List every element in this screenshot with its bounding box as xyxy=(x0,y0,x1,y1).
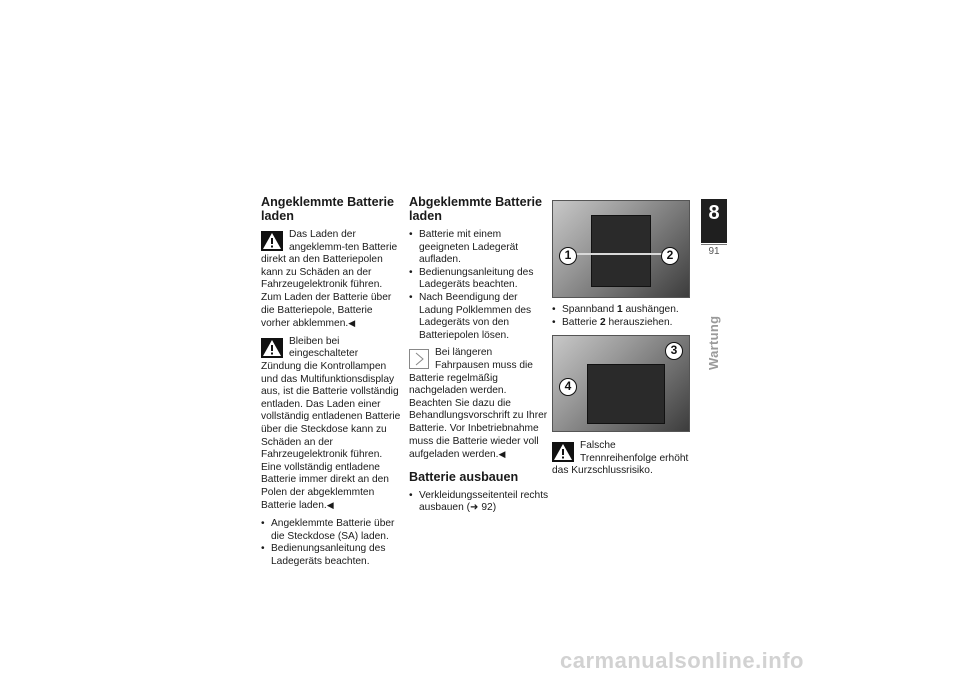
list-item: • Spannband 1 aushängen. xyxy=(552,304,692,317)
end-mark-icon: ◀ xyxy=(348,318,356,329)
battery-shape xyxy=(591,215,651,287)
warning-text-2-cont: Eine vollständig entladene Batterie immer direkt an den Polen der abgeklemmten Batterie laden. xyxy=(261,461,389,512)
strap-shape xyxy=(573,253,671,255)
warning-text-2: Bleiben bei eingeschalteter Zündung die Kontrollampen und das Multifunktionsdisplay aus, ist die Batterie vollständig entladen. Das Laden einer vollständig entladenen Batterie über die Steckdose kann zu Schäden an der Fahrzeugelektronik führen. xyxy=(261,335,401,461)
note-block xyxy=(409,347,549,461)
warning-text-1: Das Laden der angeklemm-ten Batterie direkt an den Batteriepolen kann zu Schäden an der Fahrzeugelektronik führen. xyxy=(261,229,398,291)
callout-1: 1 xyxy=(559,247,577,265)
heading-charge-disconnected: Abgeklemmte Batterie laden xyxy=(409,195,542,223)
list-item xyxy=(409,490,549,515)
battery-photo-1 xyxy=(552,200,690,298)
heading-remove-battery: Batterie ausbauen xyxy=(409,469,519,484)
note-text: Bei längeren Fahrpausen muss die Batterie regelmäßig nachgeladen werden. Beachten Sie dazu die Behandlungsvorschrift zu Ihrer Batterie. Vor Inbetriebnahme muss die Batterie wieder voll aufgeladen werden. xyxy=(409,347,548,461)
list-item: • Bedienungsanleitung des Ladegeräts beachten. xyxy=(261,543,401,568)
warning-text-1-cont: Zum Laden der Batterie über die Batteriepole, Batterie vorher abklemmen. xyxy=(261,291,392,330)
callout-2: 2 xyxy=(661,247,679,265)
callout-3: 3 xyxy=(665,342,683,360)
end-mark-icon: ◀ xyxy=(326,500,334,511)
heading-charge-connected: Angeklemmte Batterie laden xyxy=(261,195,394,223)
chapter-number: 8 xyxy=(708,202,720,224)
bullet-list-col1 xyxy=(261,518,401,568)
warning-triangle-icon xyxy=(261,231,283,251)
list-item: • Batterie mit einem geeigneten Ladegerät aufladen. xyxy=(409,229,549,267)
watermark: carmanualsonline.info xyxy=(560,648,804,673)
warning-block-1 xyxy=(261,229,401,331)
page-number: 91 xyxy=(708,246,720,257)
page-ref-link[interactable]: 92) xyxy=(481,502,497,514)
battery-photo-2 xyxy=(552,335,690,432)
warning-text-3: Falsche Trennreihenfolge erhöht das Kurzschlussrisiko. xyxy=(552,440,689,477)
end-mark-icon: ◀ xyxy=(498,449,506,460)
warning-block-3 xyxy=(552,440,692,478)
warning-triangle-icon xyxy=(552,442,574,462)
column-charge-connected xyxy=(261,195,401,573)
note-play-icon xyxy=(409,349,429,369)
list-item: • Batterie 2 herausziehen. xyxy=(552,317,692,330)
bullet-list-col2 xyxy=(409,229,549,342)
bullet-list-col2b xyxy=(409,490,549,515)
chapter-tab xyxy=(701,199,727,243)
list-item: • Nach Beendigung der Ladung Polklemmen des Ladegeräts von den Batteriepolen lösen. xyxy=(409,292,549,342)
column-charge-disconnected xyxy=(409,195,549,520)
column-photos xyxy=(552,200,692,483)
remove-panel-text: Verkleidungsseitenteil rechts ausbauen ( xyxy=(419,489,549,514)
list-item: • Bedienungsanleitung des Ladegeräts beachten. xyxy=(409,267,549,292)
section-label-text: Wartung xyxy=(706,315,721,370)
warning-block-2 xyxy=(261,336,401,513)
callout-4: 4 xyxy=(559,378,577,396)
page-ref-arrow-icon: ➜ xyxy=(469,502,479,514)
warning-triangle-icon xyxy=(261,338,283,358)
tab-divider xyxy=(701,244,727,245)
list-item: • Angeklemmte Batterie über die Steckdose (SA) laden. xyxy=(261,518,401,543)
bullet-list-col3 xyxy=(552,304,692,329)
battery-shape xyxy=(587,364,665,424)
